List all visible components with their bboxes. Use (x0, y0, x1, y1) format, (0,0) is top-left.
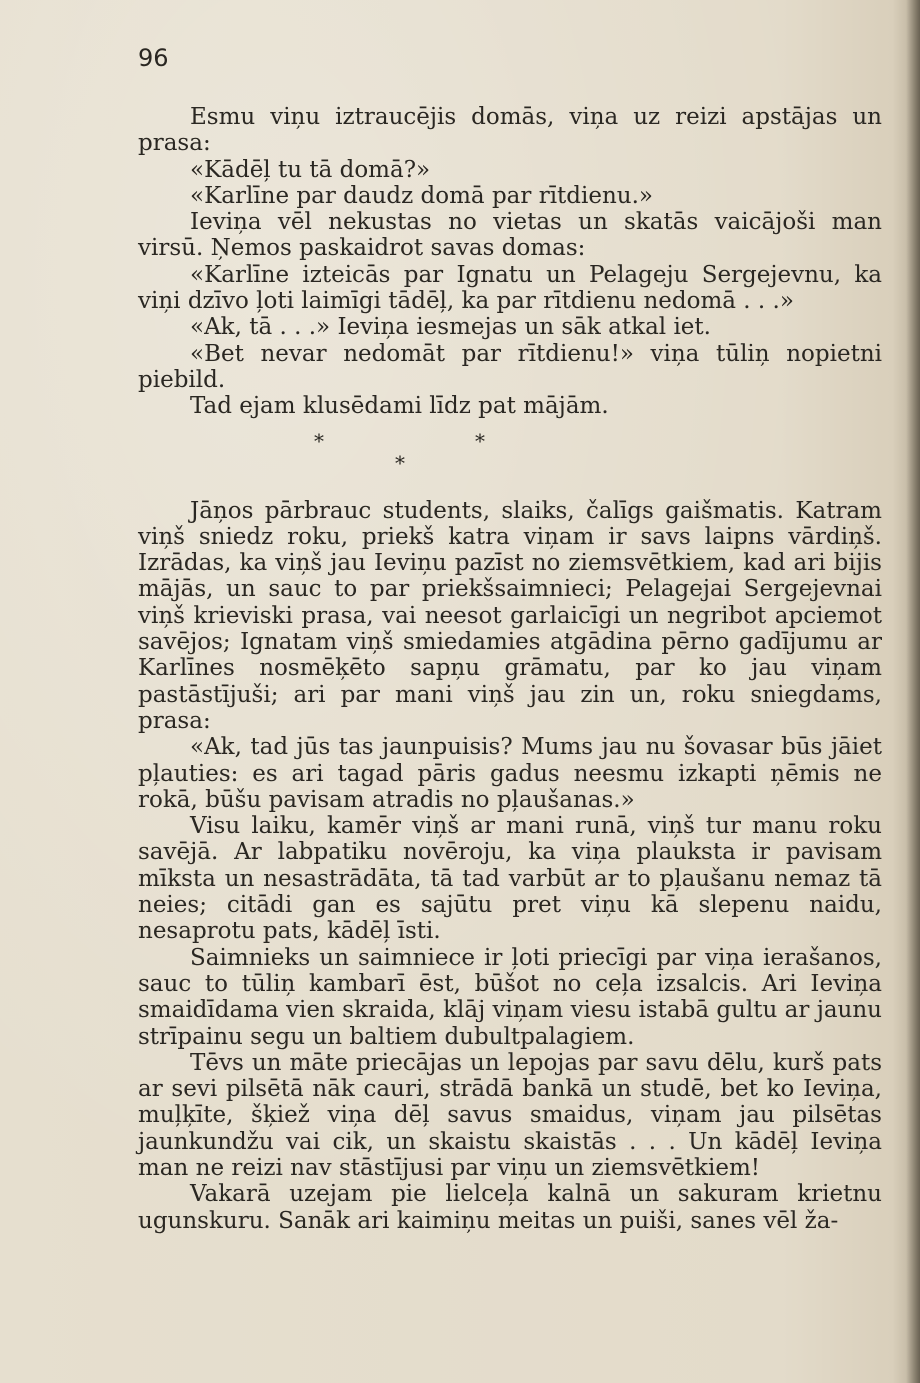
paragraph: Tēvs un māte priecājas un lepojas par savu dēlu, kurš pats ar sevi pilsētā nāk cauri, strādā bankā un studē, bet ko Ieviņa, muļķīte, šķiež viņa dēļ savus smaidus, viņam jau pilsētas jaunkundžu vai cik, un skaistu skaistās . . . Un kādēļ Ieviņa man ne reizi nav stāstījusi par viņu un ziemsvētkiem! (138, 1049, 882, 1181)
paragraph: «Bet nevar nedomāt par rītdienu!» viņa tūliņ nopietni piebild. (138, 340, 882, 393)
paragraph: «Karlīne izteicās par Ignatu un Pelageju Sergejevnu, ka viņi dzīvo ļoti laimīgi tādēļ, ka par rītdienu nedomā . . .» (138, 261, 882, 315)
asterisk: * (395, 450, 405, 475)
page-edge-shadow (906, 0, 920, 1383)
paragraph: Tad ejam klusēdami līdz pat mājām. (190, 393, 609, 420)
section-separator (138, 420, 882, 498)
page-text (138, 104, 882, 1234)
paragraph: Esmu viņu iztraucējis domās, viņa uz reizi apstājas un prasa: (138, 104, 882, 157)
paragraph: Visu laiku, kamēr viņš ar mani runā, viņš tur manu roku savējā. Ar labpatiku novēroju, ka viņa plauksta ir pavisam mīksta un nesastrādāta, tā tad varbūt ar to pļaušanu nemaz tā neies; citādi gan es sajūtu pret viņu kā slepenu naidu, nesaprotu pats, kādēļ īsti. (138, 813, 882, 945)
paragraph: «Karlīne par daudz domā par rītdienu.» (190, 182, 653, 209)
asterisk: * (314, 428, 324, 453)
paragraph: Vakarā uzejam pie lielceļa kalnā un sakuram krietnu ugunskuru. Sanāk ari kaimiņu meitas un puiši, sanes vēl ža- (138, 1181, 882, 1234)
paragraph: Saimnieks un saimniece ir ļoti priecīgi par viņa ierašanos, sauc to tūliņ kambarī ēst, būšot no ceļa izsalcis. Ari Ieviņa smaidīdama vien skraida, klāj viņam viesu istabā gultu ar jaunu strīpainu segu un baltiem dubultpalagiem. (138, 944, 882, 1050)
paragraph: «Ak, tā . . .» Ieviņa iesmejas un sāk atkal iet. (190, 314, 711, 341)
paragraph: «Kādēļ tu tā domā?» (190, 156, 431, 183)
paragraph: «Ak, tad jūs tas jaunpuisis? Mums jau nu šovasar būs jāiet pļauties: es ari tagad pāris gadus neesmu izkapti ņēmis ne rokā, būšu pavisam atradis no pļaušanas.» (138, 734, 882, 813)
paragraph: Ieviņa vēl nekustas no vietas un skatās vaicājoši man virsū. Ņemos paskaidrot savas domas: (138, 209, 882, 262)
paragraph: Jāņos pārbrauc students, slaiks, čalīgs gaišmatis. Katram viņš sniedz roku, priekš katra viņam ir savs laipns vārdiņš. Izrādas, ka viņš jau Ieviņu pazīst no ziemsvētkiem, kad ari bijis mājās, un sauc to par priekšsaimnieci; Pelagejai Sergejevnai viņš krieviski prasa, vai neesot garlaicīgi un negribot apciemot savējos; Ignatam viņš smiedamies atgādina pērno gadījumu ar Karlīnes nosmēķēto sapņu grāmatu, par ko jau viņam pastāstījuši; ari par mani viņš jau zin un, roku sniegdams, prasa: (138, 497, 882, 734)
asterisk: * (475, 428, 485, 453)
page-number: 96 (138, 44, 169, 72)
